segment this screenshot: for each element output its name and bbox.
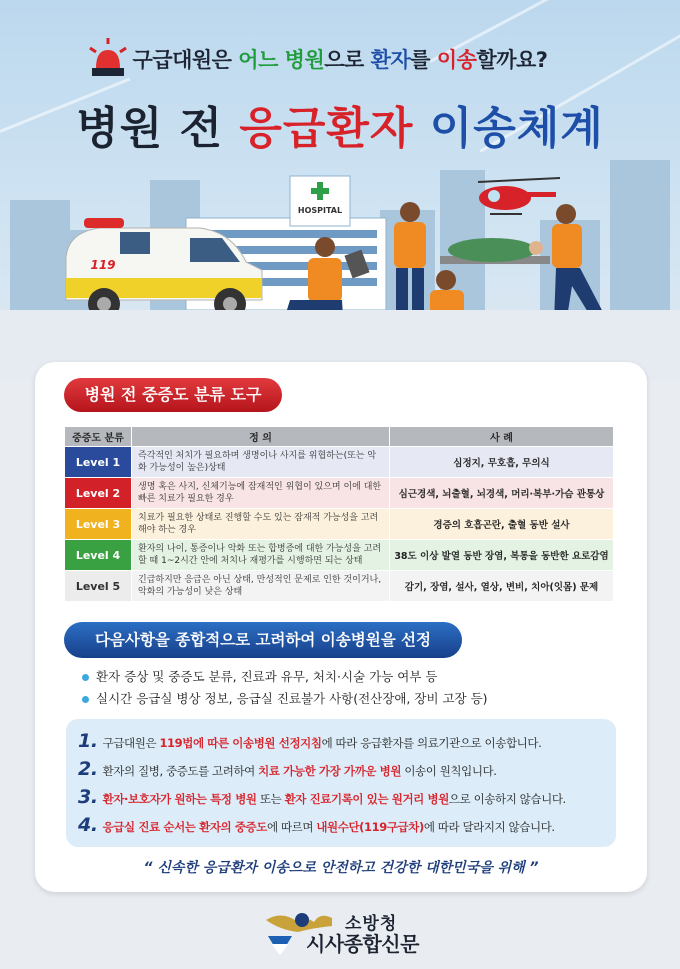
header-question	[0, 44, 680, 74]
triage-table	[64, 426, 614, 602]
definition-cell: 긴급하지만 응급은 아닌 상태, 만성적인 문제로 인한 것이거나, 악화의 가능성이 낮은 상태	[132, 571, 390, 602]
table-row	[65, 509, 614, 540]
rule-text: 환자의 질병, 중증도를 고려하여	[102, 764, 259, 778]
rule-item	[78, 755, 604, 783]
column-header: 사 례	[390, 427, 614, 447]
rule-text-highlight: 치료 가능한 가장 가까운 병원	[258, 764, 402, 778]
rescuer-carrying-icon	[552, 204, 605, 324]
table-row	[65, 571, 614, 602]
question-part-highlight: 어느 병원	[238, 48, 325, 72]
rule-item	[78, 727, 604, 755]
page-title	[0, 92, 680, 156]
question-part: 할까요?	[476, 48, 548, 72]
definition-cell: 환자의 나이, 통증이나 악화 또는 합병증에 대한 가능성을 고려할 때 1~2시간 안에 처치나 재평가를 시행하면 되는 상태	[132, 540, 390, 571]
rule-text: 구급대원은	[102, 736, 160, 750]
rule-number: 1.	[78, 730, 98, 752]
examples-cell: 심정지, 무호흡, 무의식	[390, 447, 614, 478]
rule-text: 으로 이송하지 않습니다.	[448, 792, 566, 806]
rule-text-highlight: 환자 진료기록이 있는 원거리 병원	[284, 792, 449, 806]
examples-cell: 심근경색, 뇌출혈, 뇌경색, 머리·복부·가슴 관통상	[390, 478, 614, 509]
table-row	[65, 447, 614, 478]
rule-text: 또는	[256, 792, 285, 806]
rules-box	[66, 719, 616, 847]
column-header: 정 의	[132, 427, 390, 447]
rule-text-highlight: 내원수단(119구급차)	[316, 820, 424, 834]
rule-text: 에 따라 달라지지 않습니다.	[423, 820, 555, 834]
rule-text-highlight: 환자·보호자가 원하는 특정 병원	[102, 792, 257, 806]
question-part: 구급대원은	[132, 48, 239, 72]
examples-cell: 감기, 장염, 설사, 열상, 변비, 치아(잇몸) 문제	[390, 571, 614, 602]
rule-item	[78, 783, 604, 811]
definition-cell: 생명 혹은 사지, 신체기능에 잠재적인 위협이 있으며 이에 대한 빠른 치료가 필요한 경우	[132, 478, 390, 509]
definition-cell: 즉각적인 처치가 필요하며 생명이나 사지를 위협하는(또는 악화 가능성이 높은)상태	[132, 447, 390, 478]
rule-text: 에 따라 응급환자를 의료기관으로 이송합니다.	[321, 736, 542, 750]
rule-text: 에 따르며	[266, 820, 317, 834]
selection-bullet-list	[82, 666, 622, 710]
stretcher-icon	[440, 238, 550, 264]
list-item: 환자 증상 및 중증도 분류, 진료과 유무, 처치·시술 가능 여부 등	[82, 666, 622, 688]
definition-cell: 치료가 필요한 상태로 진행할 수도 있는 잠재적 가능성을 고려해야 하는 경우	[132, 509, 390, 540]
examples-cell: 경증의 호흡곤란, 출혈 동반 설사	[390, 509, 614, 540]
newspaper-name: 시사종합신문	[306, 932, 419, 956]
rule-number: 3.	[78, 786, 98, 808]
fire-agency-name: 소방청	[345, 914, 398, 934]
table-row	[65, 478, 614, 509]
list-item: 실시간 응급실 병상 정보, 응급실 진료불가 사항(전산장애, 장비 고장 등)	[82, 688, 622, 710]
question-part-highlight: 환자	[370, 48, 411, 72]
rescuer-standing-icon	[394, 202, 426, 320]
examples-cell: 38도 이상 발열 동반 장염, 복통을 동반한 요로감염	[390, 540, 614, 571]
question-part: 를	[410, 48, 437, 72]
rule-number: 2.	[78, 758, 98, 780]
question-part: 으로	[324, 48, 371, 72]
level-cell: Level 4	[65, 540, 132, 571]
level-cell: Level 1	[65, 447, 132, 478]
slogan: “ 신속한 응급환자 이송으로 안전하고 건강한 대한민국을 위해 ”	[143, 860, 539, 876]
triage-heading: 병원 전 중증도 분류 도구	[64, 378, 282, 412]
question-part-highlight: 이송	[436, 48, 477, 72]
column-header: 중증도 분류	[65, 427, 132, 447]
level-cell: Level 2	[65, 478, 132, 509]
table-row	[65, 540, 614, 571]
helicopter-icon	[478, 178, 560, 214]
title-part: 병원 전	[76, 103, 240, 154]
rule-item	[78, 811, 604, 839]
rule-number: 4.	[78, 814, 98, 836]
table-header-row	[65, 427, 614, 447]
rule-text-highlight: 응급실 진료 순서는 환자의 중증도	[102, 820, 267, 834]
ambulance-number: 119	[90, 258, 116, 272]
selection-heading: 다음사항을 종합적으로 고려하여 이송병원을 선정	[64, 622, 462, 658]
rule-text-highlight: 119법에 따른 이송병원 선정지침	[159, 736, 322, 750]
title-part-highlight: 응급환자	[239, 103, 414, 154]
hospital-sign: HOSPITAL	[297, 206, 343, 215]
level-cell: Level 5	[65, 571, 132, 602]
level-cell: Level 3	[65, 509, 132, 540]
rule-text: 이송이 원칙입니다.	[401, 764, 497, 778]
title-part-highlight: 이송체계	[413, 103, 604, 154]
